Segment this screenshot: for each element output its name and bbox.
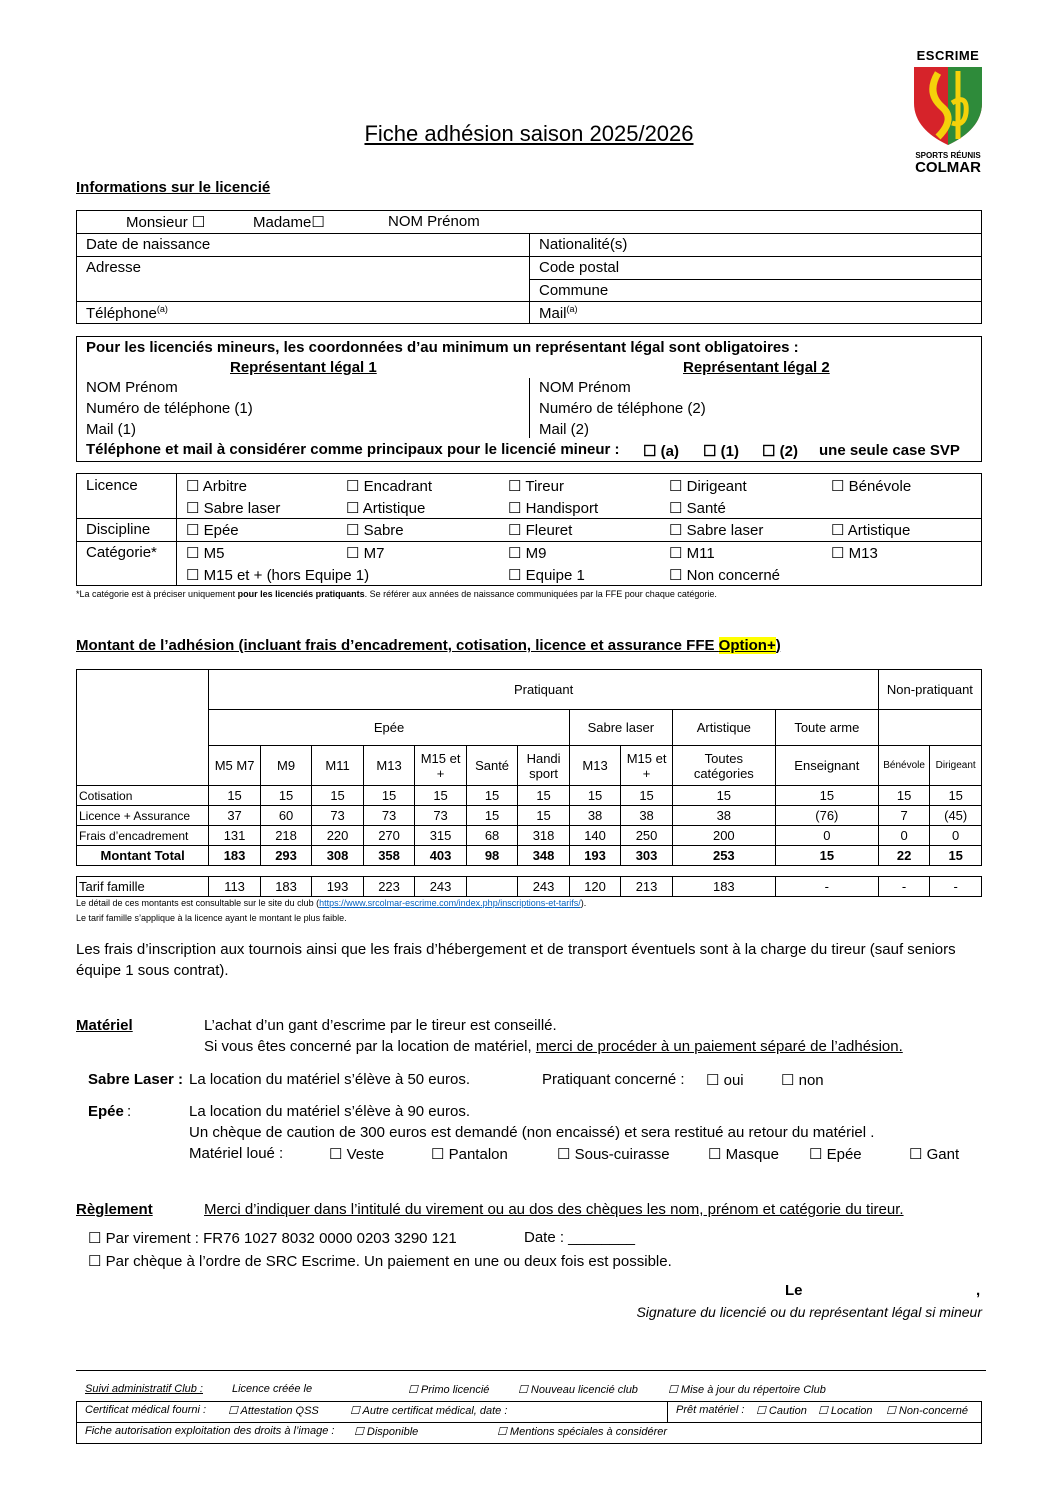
nom-prenom-label: NOM Prénom xyxy=(388,213,480,230)
rep1-nom: NOM Prénom xyxy=(86,379,178,396)
club-logo xyxy=(908,48,988,174)
col-header: Enseignant xyxy=(775,746,878,786)
pret-label: Prêt matériel : xyxy=(676,1404,745,1416)
famille-cell: 223 xyxy=(363,877,415,897)
materiel-loue-label: Matériel loué : xyxy=(189,1145,284,1162)
tarif-cell: 15 xyxy=(621,786,673,806)
monsieur-checkbox[interactable]: Monsieur ☐ xyxy=(126,214,206,231)
licence-arbitre-checkbox[interactable]: ☐ Arbitre xyxy=(186,478,247,495)
tarif-cell: 15 xyxy=(672,786,775,806)
tarif-cell: 15 xyxy=(363,786,415,806)
nouveau-checkbox[interactable]: ☐ Nouveau licencié club xyxy=(518,1384,638,1396)
principal-label: Téléphone et mail à considérer comme principaux pour le licencié mineur : xyxy=(86,441,620,458)
disponible-checkbox[interactable]: ☐ Disponible xyxy=(354,1426,419,1438)
tarif-cell: 15 xyxy=(518,806,570,826)
non-pratiquant-spacer xyxy=(878,710,981,746)
categorie-non-concerne-checkbox[interactable]: ☐ Non concerné xyxy=(669,567,781,584)
col-header: M5 M7 xyxy=(209,746,261,786)
certif-label: Certificat médical fourni : xyxy=(85,1404,207,1416)
qss-checkbox[interactable]: ☐ Attestation QSS xyxy=(228,1405,319,1417)
discipline-sabre-checkbox[interactable]: ☐ Sabre xyxy=(346,522,404,539)
epee-checkbox[interactable]: ☐ Epée xyxy=(809,1146,862,1163)
toute-arme-header: Toute arme xyxy=(775,710,878,746)
image-label: Fiche autorisation exploitation des droits à l’image : xyxy=(85,1425,335,1437)
commune-label: Commune xyxy=(539,282,609,299)
principal-2-checkbox[interactable]: ☐ (2) xyxy=(762,443,798,460)
naissance-label: Date de naissance xyxy=(86,236,211,253)
reglement-note: Merci d’indiquer dans l’intitulé du virement ou au dos des chèques les nom, prénom et catégorie du tireur. xyxy=(204,1201,904,1218)
admin-footer xyxy=(76,1380,982,1444)
tarif-cell: 15 xyxy=(878,786,930,806)
tarif-cell: 15 xyxy=(569,786,621,806)
tarif-row-label: Montant Total xyxy=(77,846,209,866)
date-field[interactable]: Date : ________ xyxy=(524,1229,635,1246)
materiel-heading: Matériel xyxy=(76,1017,133,1034)
tarif-row xyxy=(77,786,982,806)
tarif-row-label: Cotisation xyxy=(77,786,209,806)
non-pratiquant-header: Non-pratiquant xyxy=(878,670,981,710)
famille-cell: 213 xyxy=(621,877,673,897)
famille-cell: - xyxy=(930,877,982,897)
sabre-laser-header: Sabre laser xyxy=(569,710,672,746)
col-header: Toutes catégories xyxy=(672,746,775,786)
tarif-cell: 140 xyxy=(569,826,621,846)
col-header: Bénévole xyxy=(878,746,930,786)
mineurs-heading: Pour les licenciés mineurs, les coordonnées d’au minimum un représentant légal sont obligatoires : xyxy=(86,339,799,356)
licence-handisport-checkbox[interactable]: ☐ Handisport xyxy=(508,500,599,517)
col-header: M13 xyxy=(569,746,621,786)
seule-case-note: une seule case SVP xyxy=(819,442,960,459)
rep2-mail: Mail (2) xyxy=(539,421,590,438)
tarif-cell: 293 xyxy=(260,846,312,866)
famille-cell: 243 xyxy=(518,877,570,897)
tarif-row xyxy=(77,846,982,866)
madame-checkbox[interactable]: Madame☐ xyxy=(253,214,325,231)
famille-cell xyxy=(466,877,518,897)
tarif-table xyxy=(76,669,982,866)
famille-cell: 243 xyxy=(415,877,467,897)
pantalon-checkbox[interactable]: ☐ Pantalon xyxy=(431,1146,508,1163)
tarif-cell: 73 xyxy=(312,806,364,826)
discipline-label: Discipline xyxy=(86,521,151,538)
tarif-cell: 0 xyxy=(878,826,930,846)
tarif-cell: 60 xyxy=(260,806,312,826)
materiel-line2: Si vous êtes concerné par la location de matériel, merci de procéder à un paiement séparé de l’adhésion. xyxy=(204,1038,903,1055)
tarif-cell: 15 xyxy=(415,786,467,806)
tarif-cell: 253 xyxy=(672,846,775,866)
adresse-label: Adresse xyxy=(86,259,142,276)
epee-label: Epée xyxy=(88,1103,124,1120)
principal-a-checkbox[interactable]: ☐ (a) xyxy=(643,443,679,460)
rep2-tel: Numéro de téléphone (2) xyxy=(539,400,706,417)
detail-note: Le détail de ces montants est consultable sur le site du club (https://www.srcolmar-escrime.com/index.php/inscriptions-et-tarifs/). xyxy=(76,898,587,908)
categorie-m13-checkbox[interactable]: ☐ M13 xyxy=(831,545,878,562)
veste-checkbox[interactable]: ☐ Veste xyxy=(329,1146,385,1163)
tarif-cell: 403 xyxy=(415,846,467,866)
famille-cell: 183 xyxy=(260,877,312,897)
reglement-heading: Règlement xyxy=(76,1201,153,1218)
non-checkbox[interactable]: ☐ non xyxy=(781,1072,824,1089)
tarif-cell: 68 xyxy=(466,826,518,846)
tarif-cell: 220 xyxy=(312,826,364,846)
licence-sante-checkbox[interactable]: ☐ Santé xyxy=(669,500,726,517)
tarif-cell: 15 xyxy=(209,786,261,806)
col-header: M15 et + xyxy=(415,746,467,786)
categorie-m7-checkbox[interactable]: ☐ M7 xyxy=(346,545,385,562)
tarif-row xyxy=(77,806,982,826)
oui-checkbox[interactable]: ☐ oui xyxy=(706,1072,744,1089)
licence-tireur-checkbox[interactable]: ☐ Tireur xyxy=(508,478,564,495)
categorie-m11-checkbox[interactable]: ☐ M11 xyxy=(669,545,715,562)
licence-encadrant-checkbox[interactable]: ☐ Encadrant xyxy=(346,478,432,495)
masque-checkbox[interactable]: ☐ Masque xyxy=(708,1146,779,1163)
tarif-cell: 308 xyxy=(312,846,364,866)
sabre-laser-label: Sabre Laser : xyxy=(88,1071,184,1088)
tarif-cell: 15 xyxy=(466,786,518,806)
rep1-tel: Numéro de téléphone (1) xyxy=(86,400,253,417)
col-header: Dirigeant xyxy=(930,746,982,786)
licence-label: Licence xyxy=(86,477,138,494)
tarif-cell: 0 xyxy=(775,826,878,846)
suivi-label: Suivi administratif Club : xyxy=(85,1383,203,1395)
epee-colon: : xyxy=(127,1103,132,1120)
famille-label: Tarif famille xyxy=(77,877,209,897)
categorie-m9-checkbox[interactable]: ☐ M9 xyxy=(508,545,547,562)
virement-checkbox[interactable]: ☐ Par virement : FR76 1027 8032 0000 0203 3290 121 xyxy=(88,1230,457,1247)
famille-cell: 193 xyxy=(312,877,364,897)
frais-text: Les frais d’inscription aux tournois ainsi que les frais d’hébergement et de transport éventuels sont à la charge du tireur (sauf seniors équipe 1 sous contrat). xyxy=(76,941,956,979)
tarif-cell: 98 xyxy=(466,846,518,866)
tarif-cell: 315 xyxy=(415,826,467,846)
discipline-sabre-laser-checkbox[interactable]: ☐ Sabre laser xyxy=(669,522,764,539)
tarif-cell: 0 xyxy=(930,826,982,846)
principal-1-checkbox[interactable]: ☐ (1) xyxy=(703,443,739,460)
tarif-cell: 15 xyxy=(930,786,982,806)
col-header: Santé xyxy=(466,746,518,786)
tarif-cell: 303 xyxy=(621,846,673,866)
tarif-cell: 348 xyxy=(518,846,570,866)
autre-certif-checkbox[interactable]: ☐ Autre certificat médical, date : xyxy=(350,1405,508,1417)
location-checkbox[interactable]: ☐ Location xyxy=(818,1405,873,1417)
tarif-cell: 318 xyxy=(518,826,570,846)
tarif-cell: 7 xyxy=(878,806,930,826)
tarif-cell: 15 xyxy=(466,806,518,826)
tarif-row xyxy=(77,826,982,846)
tarif-cell: 37 xyxy=(209,806,261,826)
materiel-line1: L’achat d’un gant d’escrime par le tireur est conseillé. xyxy=(204,1017,557,1034)
rep2-heading: Représentant légal 2 xyxy=(683,359,830,376)
famille-table xyxy=(76,876,982,897)
montant-heading: Montant de l’adhésion (incluant frais d’encadrement, cotisation, licence et assurance FFE Option+) xyxy=(76,637,781,654)
tarif-cell: 200 xyxy=(672,826,775,846)
famille-cell: 183 xyxy=(672,877,775,897)
tarif-cell: 38 xyxy=(672,806,775,826)
col-header: M15 et + xyxy=(621,746,673,786)
discipline-epee-checkbox[interactable]: ☐ Epée xyxy=(186,522,239,539)
licence-dirigeant-checkbox[interactable]: ☐ Dirigeant xyxy=(669,478,747,495)
pratiquant-concerne-label: Pratiquant concerné : xyxy=(542,1071,685,1088)
col-header: M11 xyxy=(312,746,364,786)
info-heading: Informations sur le licencié xyxy=(76,179,271,196)
famille-note: Le tarif famille s’applique à la licence ayant le montant le plus faible. xyxy=(76,913,347,923)
tarif-cell: 15 xyxy=(775,786,878,806)
discipline-fleuret-checkbox[interactable]: ☐ Fleuret xyxy=(508,522,573,539)
pratiquant-header: Pratiquant xyxy=(209,670,879,710)
tarif-cell: 73 xyxy=(363,806,415,826)
tarif-cell: 15 xyxy=(518,786,570,806)
logo-sub-text: SPORTS RÉUNIS xyxy=(915,151,981,160)
tarif-cell: 15 xyxy=(775,846,878,866)
telephone-label: Téléphone$^{(a)}$ xyxy=(86,304,168,322)
artistique-header: Artistique xyxy=(672,710,775,746)
categorie-note: *La catégorie est à préciser uniquement pour les licenciés pratiquants. Se référer aux années de naissance communiquées par la FFE pour chaque catégorie. xyxy=(76,589,717,599)
categorie-m15-checkbox[interactable]: ☐ M15 et + (hors Equipe 1) xyxy=(186,567,370,584)
discipline-artistique-checkbox[interactable]: ☐ Artistique xyxy=(831,522,911,539)
tarif-cell: 73 xyxy=(415,806,467,826)
code-postal-label: Code postal xyxy=(539,259,620,276)
signature-label: Signature du licencié ou du représentant légal si mineur xyxy=(636,1304,982,1320)
col-header: M13 xyxy=(363,746,415,786)
epee-line2: Un chèque de caution de 300 euros est demandé (non encaissé) et sera restitué au retour du matériel . xyxy=(189,1124,875,1141)
gant-checkbox[interactable]: ☐ Gant xyxy=(909,1146,960,1163)
tarif-cell: 183 xyxy=(209,846,261,866)
epee-line1: La location du matériel s’élève à 90 euros. xyxy=(189,1103,471,1120)
epee-header: Epée xyxy=(209,710,570,746)
tarif-corner-cell xyxy=(77,670,209,786)
categorie-equipe1-checkbox[interactable]: ☐ Equipe 1 xyxy=(508,567,585,584)
tarif-cell: 15 xyxy=(260,786,312,806)
famille-cell: - xyxy=(878,877,930,897)
mentions-checkbox[interactable]: ☐ Mentions spéciales à considérer xyxy=(497,1426,668,1438)
tarif-cell: (45) xyxy=(930,806,982,826)
tarif-cell: 15 xyxy=(312,786,364,806)
licence-sabre-laser-checkbox[interactable]: ☐ Sabre laser xyxy=(186,500,281,517)
mail-label: Mail$^{(a)}$ xyxy=(539,304,578,322)
logo-city-text: COLMAR xyxy=(915,159,981,176)
le-comma: , xyxy=(976,1282,981,1299)
tarif-cell: 15 xyxy=(930,846,982,866)
rep1-heading: Représentant légal 1 xyxy=(230,359,377,376)
rep1-mail: Mail (1) xyxy=(86,421,137,438)
rep2-nom: NOM Prénom xyxy=(539,379,631,396)
tarif-cell: 22 xyxy=(878,846,930,866)
famille-cell: 120 xyxy=(569,877,621,897)
sabre-laser-text: La location du matériel s’élève à 50 euros. xyxy=(189,1071,471,1088)
licence-benevole-checkbox[interactable]: ☐ Bénévole xyxy=(831,478,912,495)
tarif-cell: 38 xyxy=(569,806,621,826)
page-title: Fiche adhésion saison 2025/2026 xyxy=(364,121,694,146)
primo-checkbox[interactable]: ☐ Primo licencié xyxy=(408,1384,490,1396)
tarifs-link[interactable]: https://www.srcolmar-escrime.com/index.php/inscriptions-et-tarifs/ xyxy=(319,898,581,908)
famille-cell: - xyxy=(775,877,878,897)
non-concerne-checkbox[interactable]: ☐ Non-concerné xyxy=(886,1405,969,1417)
tarif-cell: 38 xyxy=(621,806,673,826)
tarif-cell: 193 xyxy=(569,846,621,866)
logo-top-text: ESCRIME xyxy=(916,48,980,63)
licence-artistique-checkbox[interactable]: ☐ Artistique xyxy=(346,500,426,517)
tarif-row-label: Licence + Assurance xyxy=(77,806,209,826)
categorie-label: Catégorie* xyxy=(86,544,157,561)
tarif-cell: 218 xyxy=(260,826,312,846)
cheque-checkbox[interactable]: ☐ Par chèque à l’ordre de SRC Escrime. Un paiement en une ou deux fois est possible. xyxy=(88,1253,672,1270)
tarif-cell: 358 xyxy=(363,846,415,866)
le-label: Le xyxy=(785,1282,803,1299)
tarif-cell: (76) xyxy=(775,806,878,826)
tarif-cell: 270 xyxy=(363,826,415,846)
tarif-row-label: Frais d’encadrement xyxy=(77,826,209,846)
licence-creee-label: Licence créée le xyxy=(232,1383,313,1395)
tarif-cell: 250 xyxy=(621,826,673,846)
caution-checkbox[interactable]: ☐ Caution xyxy=(756,1405,807,1417)
nationalite-label: Nationalité(s) xyxy=(539,236,628,253)
sous-cuirasse-checkbox[interactable]: ☐ Sous-cuirasse xyxy=(557,1146,670,1163)
maj-checkbox[interactable]: ☐ Mise à jour du répertoire Club xyxy=(668,1384,826,1396)
categorie-m5-checkbox[interactable]: ☐ M5 xyxy=(186,545,225,562)
famille-cell: 113 xyxy=(209,877,261,897)
col-header: Handi sport xyxy=(518,746,570,786)
tarif-cell: 131 xyxy=(209,826,261,846)
col-header: M9 xyxy=(260,746,312,786)
